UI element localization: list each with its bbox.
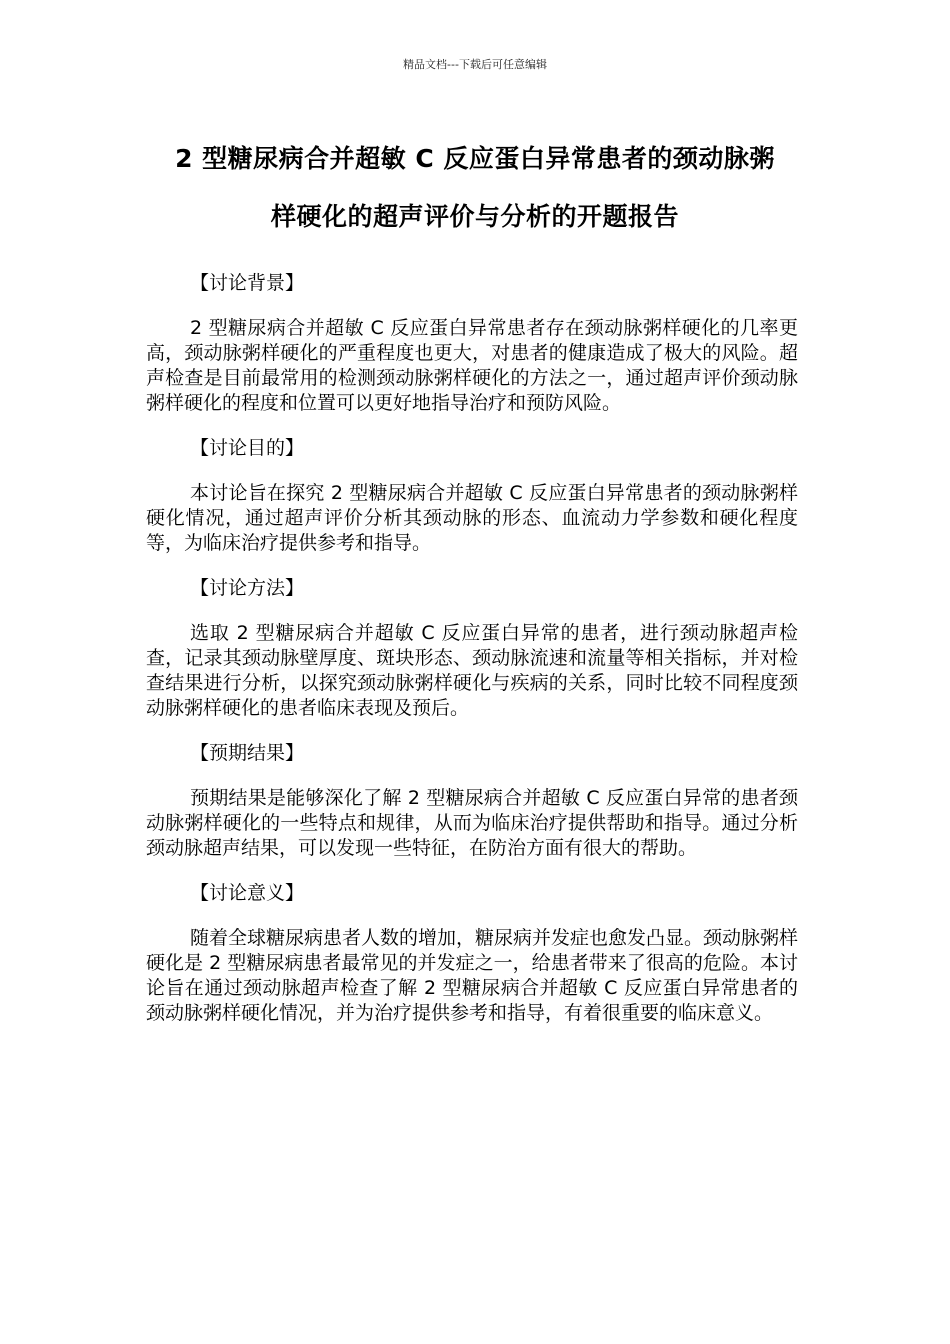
- page-header: 精品文档---下载后可任意编辑: [403, 58, 547, 71]
- section-heading: 【讨论意义】: [190, 882, 305, 904]
- section-paragraph: 预期结果是能够深化了解 2 型糖尿病合并超敏 C 反应蛋白异常的患者颈动脉粥样硬化的一些特点和规律，从而为临床治疗提供帮助和指导。通过分析颈动脉超声结果，可以发现一些特征，在防治方面有很大的帮助。: [146, 787, 798, 859]
- section-expected-results: [146, 740, 798, 861]
- section-heading: 【讨论方法】: [190, 577, 305, 599]
- title-line-1: 2 型糖尿病合并超敏 C 反应蛋白异常患者的颈动脉粥: [175, 144, 775, 173]
- section-methods: [146, 575, 798, 721]
- section-significance: [146, 880, 798, 1026]
- section-heading: 【预期结果】: [190, 742, 305, 764]
- title-line-2: 样硬化的超声评价与分析的开题报告: [270, 202, 679, 231]
- section-heading: 【讨论背景】: [190, 272, 305, 294]
- document-body: [146, 270, 798, 1045]
- document-title: [120, 130, 830, 246]
- section-paragraph: 选取 2 型糖尿病合并超敏 C 反应蛋白异常的患者，进行颈动脉超声检查，记录其颈动脉壁厚度、斑块形态、颈动脉流速和流量等相关指标，并对检查结果进行分析，以探究颈动脉粥样硬化与疾病的关系，同时比较不同程度颈动脉粥样硬化的患者临床表现及预后。: [146, 622, 798, 719]
- section-paragraph: 随着全球糖尿病患者人数的增加，糖尿病并发症也愈发凸显。颈动脉粥样硬化是 2 型糖尿病患者最常见的并发症之一，给患者带来了很高的危险。本讨论旨在通过颈动脉超声检查了解 2 型糖尿病合并超敏 C 反应蛋白异常患者的颈动脉粥样硬化情况，并为治疗提供参考和指导，有着很重要的临床意义。: [146, 927, 799, 1024]
- section-paragraph: 本讨论旨在探究 2 型糖尿病合并超敏 C 反应蛋白异常患者的颈动脉粥样硬化情况，通过超声评价分析其颈动脉的形态、血流动力学参数和硬化程度等，为临床治疗提供参考和指导。: [146, 482, 798, 554]
- section-heading: 【讨论目的】: [190, 437, 305, 459]
- section-purpose: [146, 435, 798, 556]
- section-background: [146, 270, 798, 416]
- section-paragraph: 2 型糖尿病合并超敏 C 反应蛋白异常患者存在颈动脉粥样硬化的几率更高，颈动脉粥样硬化的严重程度也更大，对患者的健康造成了极大的风险。超声检查是目前最常用的检测颈动脉粥样硬化的方法之一，通过超声评价颈动脉粥样硬化的程度和位置可以更好地指导治疗和预防风险。: [146, 317, 798, 414]
